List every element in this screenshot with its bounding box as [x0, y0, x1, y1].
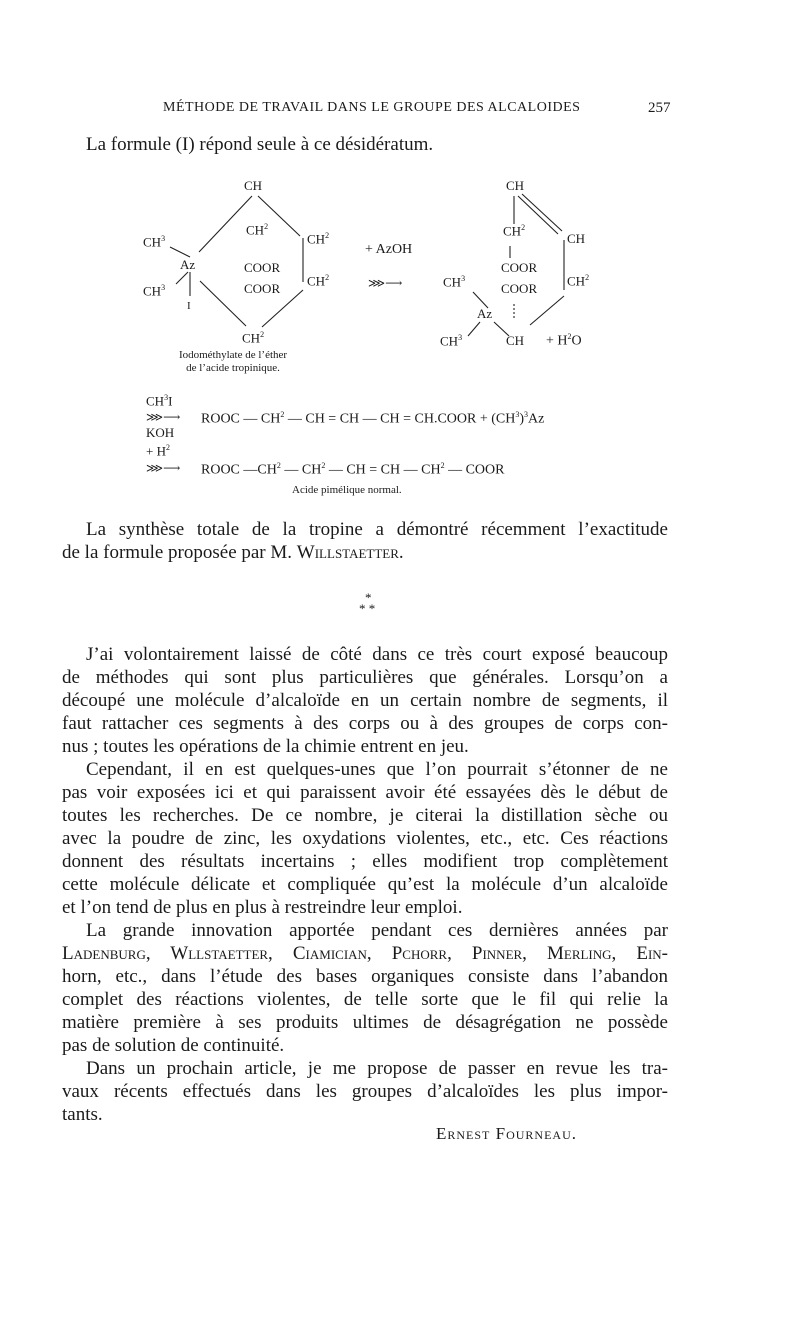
author-willstaetter: Willstaetter	[296, 542, 399, 563]
right-plus-water: + $H^2O$	[546, 332, 582, 349]
paragraph-next-article	[62, 1057, 668, 1126]
left-ch2-right-1: $CH^2$	[307, 231, 330, 247]
bond-r-double-b	[522, 194, 562, 231]
bond-r-lower	[530, 296, 564, 325]
paragraph-methods	[62, 643, 668, 758]
reaction2-equation: ROOC $—CH^2$ — $CH^2$ — CH = CH — $CH^2$ — COOR	[201, 461, 505, 478]
p4-line-2: vaux récents effectués dans les groupes d’alcaloïdes les plus impor-	[62, 1081, 668, 1102]
right-ch3-left: $CH^3$	[443, 274, 466, 290]
reaction1-reagent-ch3i: $CH^3I$	[146, 393, 173, 409]
reaction2-reagent-h2: + $H^2$	[146, 443, 170, 459]
p3-line-6: pas de solution de continuité.	[62, 1035, 285, 1056]
p2-line-2: pas voir exposées ici et qui paraissent avoir été essayées dès le début de	[62, 782, 668, 803]
p2-line-5: donnent des résultats incertains ; elles modifient trop complètement	[62, 851, 668, 872]
bond-methyl-lower	[176, 272, 188, 284]
p1-line-3: découpé une molécule d’alcaloïde en un certain nombre de segments, il	[62, 690, 668, 711]
paragraph-reactions	[62, 758, 668, 919]
reaction2-arrow: ⋙⟶	[146, 461, 181, 475]
reaction1-reagent-koh: KOH	[146, 425, 175, 440]
bond-methyl-upper	[170, 247, 190, 257]
left-top-ch: CH	[244, 178, 263, 193]
bond-top-left	[199, 196, 252, 252]
running-header: MÉTHODE DE TRAVAIL DANS LE GROUPE DES ALCALOIDES	[163, 100, 581, 115]
left-iodide: I	[187, 300, 191, 312]
right-ch2-inner: $CH^2$	[503, 223, 526, 239]
separator-stars-bottom: * *	[359, 601, 376, 616]
p2-line-1: Cependant, il en est quelques-unes que l’on pourrait s’étonner de ne	[86, 759, 668, 780]
right-coor-1: COOR	[501, 260, 538, 275]
p2-line-4: avec la poudre de zinc, les oxydations violentes, etc., etc. Ces réactions	[62, 828, 668, 849]
left-ch3-lower: $CH^3$	[143, 283, 166, 299]
p3-line-1: La grande innovation apportée pendant ces dernières années par	[86, 920, 668, 941]
p1-line-2: de méthodes qui sont plus particulières que générales. Lorsqu’on a	[62, 667, 668, 688]
right-coor-2: COOR	[501, 281, 538, 296]
p3-line-5: matière première à ses produits ultimes de désagrégation ne possède	[62, 1012, 668, 1033]
left-bottom-ch2: $CH^2$	[242, 330, 265, 346]
p2-line-7: et l’on tend de plus en plus à restreindre leur emploi.	[62, 897, 463, 918]
right-ch-bottom: CH	[506, 333, 525, 348]
synthesis-line-1: La synthèse totale de la tropine a démontré récemment l’exactitude	[86, 519, 668, 540]
reaction1-arrow: ⋙⟶	[146, 410, 181, 424]
p1-line-5: nus ; toutes les opérations de la chimie entrent en jeu.	[62, 736, 469, 757]
reaction1-equation: ROOC — $CH^2$ — CH = CH — CH = CH.COOR + $(CH^3)^3Az$	[201, 410, 545, 427]
p1-line-1: J’ai volontairement laissé de côté dans ce très court exposé beaucoup	[86, 644, 668, 665]
left-ch2-inner: $CH^2$	[246, 222, 269, 238]
p2-line-6: cette molécule délicate et compliquée qu’est la molécule d’un alcaloïde	[62, 874, 668, 895]
p3-line-4: complet des réactions violentes, de telle sorte que le fil qui relie la	[62, 989, 668, 1010]
left-az: Az	[180, 257, 196, 272]
paragraph-synthesis	[62, 518, 668, 564]
p4-line-1: Dans un prochain article, je me propose de passer en revue les tra-	[86, 1058, 668, 1079]
p1-line-4: faut rattacher ces segments à des corps ou à des groupes de corps con-	[62, 713, 668, 734]
reaction2-caption: Acide pimélique normal.	[292, 484, 402, 496]
right-az: Az	[477, 306, 493, 321]
left-caption: Iodométhylate de l’éther de l’acide tropinique.	[178, 349, 288, 374]
separator-star-top: *	[365, 590, 372, 605]
author-signature: Ernest Fourneau.	[436, 1124, 578, 1143]
synthesis-line-2: de la formule proposée par M. Willstaetter.	[62, 542, 404, 563]
intro-sentence: La formule (I) répond seule à ce désidératum.	[86, 134, 434, 155]
right-ch3-bottom: $CH^3$	[440, 333, 463, 349]
right-ch: CH	[567, 231, 586, 246]
p3-line-2: Ladenburg, Wllstaetter, Ciamician, Pchorr, Pinner, Merling, Ein-	[62, 943, 668, 964]
chemical-bonds	[0, 0, 800, 520]
reagent-azoh: + AzOH	[365, 242, 413, 257]
p4-line-3: tants.	[62, 1104, 103, 1125]
p2-line-3: toutes les recherches. De ce nombre, je citerai la distillation sèche ou	[62, 805, 668, 826]
right-top-ch: CH	[506, 178, 525, 193]
left-coor-1: COOR	[244, 260, 281, 275]
reaction-arrow-1: ⋙⟶	[368, 276, 403, 290]
paragraph-innovation	[62, 919, 668, 1057]
p3-line-3: horn, etc., dans l’étude des bases organiques consiste dans l’abandon	[62, 966, 668, 987]
left-ch2-right-2: $CH^2$	[307, 273, 330, 289]
bond-az-bottom	[200, 281, 246, 326]
left-coor-2: COOR	[244, 281, 281, 296]
right-ch2: $CH^2$	[567, 273, 590, 289]
bond-r-az-ch3	[468, 322, 480, 336]
page-number: 257	[648, 100, 671, 116]
left-ch3-upper: $CH^3$	[143, 234, 166, 250]
